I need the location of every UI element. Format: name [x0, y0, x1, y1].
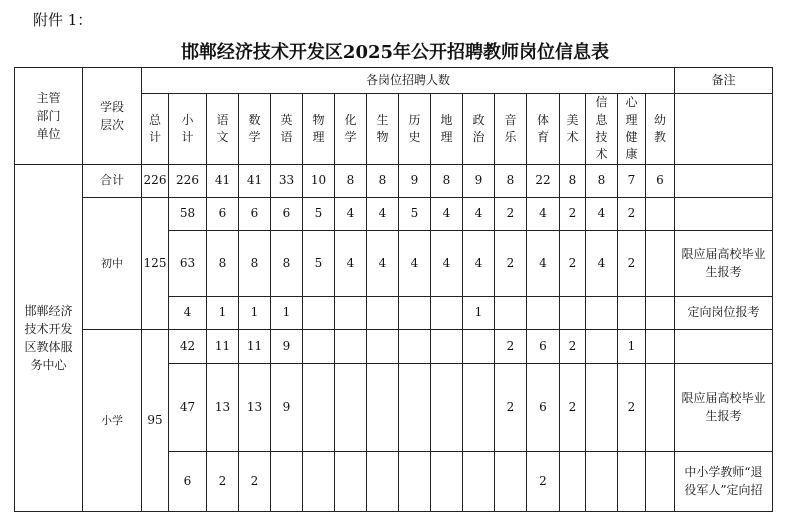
sum-note	[675, 165, 773, 198]
header-subject: 体育	[527, 94, 560, 165]
subject-cell	[431, 452, 463, 512]
subject-cell: 11	[239, 330, 271, 364]
subject-cell: 4	[527, 231, 560, 297]
subject-cell: 5	[303, 198, 335, 231]
sum-subject-cell: 8	[560, 165, 586, 198]
subject-cell: 9	[271, 330, 303, 364]
subject-cell: 1	[207, 297, 239, 330]
subject-cell: 8	[271, 231, 303, 297]
subject-cell	[618, 452, 646, 512]
header-total: 总计	[142, 94, 169, 165]
subject-cell	[399, 364, 431, 452]
header-subject: 物理	[303, 94, 335, 165]
sum-label: 合计	[83, 165, 142, 198]
subject-cell: 11	[207, 330, 239, 364]
subject-cell: 4	[399, 231, 431, 297]
subject-cell	[399, 330, 431, 364]
subject-cell	[560, 452, 586, 512]
subject-cell	[431, 330, 463, 364]
row-note: 中小学教师“退役军人”定向招	[675, 452, 773, 512]
header-subject: 心理健康	[618, 94, 646, 165]
subject-cell: 2	[527, 452, 560, 512]
subject-cell: 13	[239, 364, 271, 452]
header-subject: 英语	[271, 94, 303, 165]
header-subject: 音乐	[495, 94, 527, 165]
subject-cell: 6	[527, 330, 560, 364]
subject-cell: 1	[239, 297, 271, 330]
subject-cell: 4	[431, 198, 463, 231]
stage-cell: 初中	[83, 198, 142, 330]
subject-cell	[303, 330, 335, 364]
subject-cell: 2	[560, 198, 586, 231]
subject-cell: 6	[271, 198, 303, 231]
row-note	[675, 198, 773, 231]
header-subject: 化学	[335, 94, 367, 165]
sum-subject-cell: 9	[399, 165, 431, 198]
subject-cell: 2	[618, 231, 646, 297]
subject-cell: 8	[207, 231, 239, 297]
sum-row	[15, 165, 773, 198]
header-subject: 政治	[463, 94, 495, 165]
header-subject: 历史	[399, 94, 431, 165]
subject-cell	[335, 364, 367, 452]
subject-cell: 4	[463, 231, 495, 297]
subject-cell: 4	[335, 198, 367, 231]
header-subtotal: 小计	[169, 94, 207, 165]
sum-subject-cell: 8	[586, 165, 618, 198]
subject-cell	[431, 297, 463, 330]
stage-cell: 小学	[83, 330, 142, 512]
subject-cell: 9	[271, 364, 303, 452]
subject-cell	[367, 364, 399, 452]
subject-cell	[367, 330, 399, 364]
subject-cell	[586, 330, 618, 364]
sum-subject-cell: 41	[207, 165, 239, 198]
sum-subject-cell: 10	[303, 165, 335, 198]
subject-cell	[335, 330, 367, 364]
row-subtotal: 6	[169, 452, 207, 512]
row-note: 限应届高校毕业生报考	[675, 364, 773, 452]
subject-cell	[646, 198, 675, 231]
subject-cell: 2	[560, 364, 586, 452]
sum-subject-cell: 6	[646, 165, 675, 198]
subject-cell	[646, 364, 675, 452]
subject-cell: 4	[431, 231, 463, 297]
subject-cell: 8	[239, 231, 271, 297]
subject-cell	[463, 452, 495, 512]
header-row-1	[15, 68, 773, 94]
stage-total: 125	[142, 198, 169, 330]
subject-cell: 5	[399, 198, 431, 231]
subject-cell: 4	[463, 198, 495, 231]
sum-subject-cell: 8	[335, 165, 367, 198]
header-subject: 语文	[207, 94, 239, 165]
row-note: 限应届高校毕业生报考	[675, 231, 773, 297]
subject-cell	[335, 452, 367, 512]
subject-cell	[646, 297, 675, 330]
header-group: 各岗位招聘人数	[142, 68, 675, 94]
subject-cell	[399, 297, 431, 330]
subject-cell: 4	[367, 198, 399, 231]
sum-subject-cell: 7	[618, 165, 646, 198]
subject-cell: 4	[527, 198, 560, 231]
subject-cell	[271, 452, 303, 512]
subject-cell	[463, 364, 495, 452]
subject-cell: 2	[495, 198, 527, 231]
subject-cell	[335, 297, 367, 330]
sum-subject-cell: 8	[367, 165, 399, 198]
sum-subject-cell: 9	[463, 165, 495, 198]
subject-cell	[303, 452, 335, 512]
subject-cell: 2	[239, 452, 271, 512]
sum-subject-cell: 41	[239, 165, 271, 198]
subject-cell	[560, 297, 586, 330]
row-subtotal: 58	[169, 198, 207, 231]
subject-cell	[646, 330, 675, 364]
subject-cell: 2	[207, 452, 239, 512]
header-remarks: 备注	[675, 68, 773, 94]
subject-cell: 6	[239, 198, 271, 231]
row-subtotal: 63	[169, 231, 207, 297]
stage-total: 95	[142, 330, 169, 512]
table-row	[15, 198, 773, 231]
subject-cell: 6	[207, 198, 239, 231]
row-subtotal: 47	[169, 364, 207, 452]
subject-cell	[367, 297, 399, 330]
row-subtotal: 42	[169, 330, 207, 364]
dept-name: 邯郸经济技术开发区教体服务中心	[15, 165, 83, 512]
subject-cell: 1	[618, 330, 646, 364]
subject-cell	[586, 364, 618, 452]
subject-cell: 4	[586, 231, 618, 297]
subject-cell: 4	[586, 198, 618, 231]
subject-cell: 2	[618, 364, 646, 452]
sum-total: 226	[142, 165, 169, 198]
header-subject: 幼教	[646, 94, 675, 165]
subject-cell: 2	[560, 330, 586, 364]
subject-cell: 4	[367, 231, 399, 297]
sum-subject-cell: 8	[431, 165, 463, 198]
subject-cell: 6	[527, 364, 560, 452]
subject-cell: 2	[495, 330, 527, 364]
row-subtotal: 4	[169, 297, 207, 330]
header-dept: 主管部门单位	[15, 68, 83, 165]
row-note: 定向岗位报考	[675, 297, 773, 330]
header-subject: 生物	[367, 94, 399, 165]
attachment-label: 附件 1：	[33, 11, 93, 29]
subject-cell: 2	[618, 198, 646, 231]
subject-cell: 4	[335, 231, 367, 297]
subject-cell	[303, 364, 335, 452]
table-row	[15, 330, 773, 364]
subject-cell	[431, 364, 463, 452]
subject-cell	[463, 330, 495, 364]
header-stage: 学段层次	[83, 68, 142, 165]
subject-cell	[646, 231, 675, 297]
sum-subject-cell: 8	[495, 165, 527, 198]
header-subject: 数学	[239, 94, 271, 165]
subject-cell: 1	[463, 297, 495, 330]
header-subject: 信息技术	[586, 94, 618, 165]
sum-subtotal: 226	[169, 165, 207, 198]
subject-cell	[586, 452, 618, 512]
subject-cell: 13	[207, 364, 239, 452]
sum-subject-cell: 33	[271, 165, 303, 198]
row-note	[675, 330, 773, 364]
subject-cell	[399, 452, 431, 512]
header-subject: 地理	[431, 94, 463, 165]
subject-cell	[646, 452, 675, 512]
subject-cell	[527, 297, 560, 330]
subject-cell: 1	[271, 297, 303, 330]
subject-cell	[495, 452, 527, 512]
subject-cell	[303, 297, 335, 330]
sum-subject-cell: 22	[527, 165, 560, 198]
subject-cell	[586, 297, 618, 330]
subject-cell: 2	[495, 231, 527, 297]
subject-cell: 2	[560, 231, 586, 297]
recruitment-table	[14, 67, 773, 512]
subject-cell: 2	[495, 364, 527, 452]
subject-cell: 5	[303, 231, 335, 297]
header-remarks-blank	[675, 94, 773, 165]
page-title: 邯郸经济技术开发区2025年公开招聘教师岗位信息表	[180, 42, 610, 63]
subject-cell	[495, 297, 527, 330]
subject-cell	[618, 297, 646, 330]
header-subject: 美术	[560, 94, 586, 165]
subject-cell	[367, 452, 399, 512]
